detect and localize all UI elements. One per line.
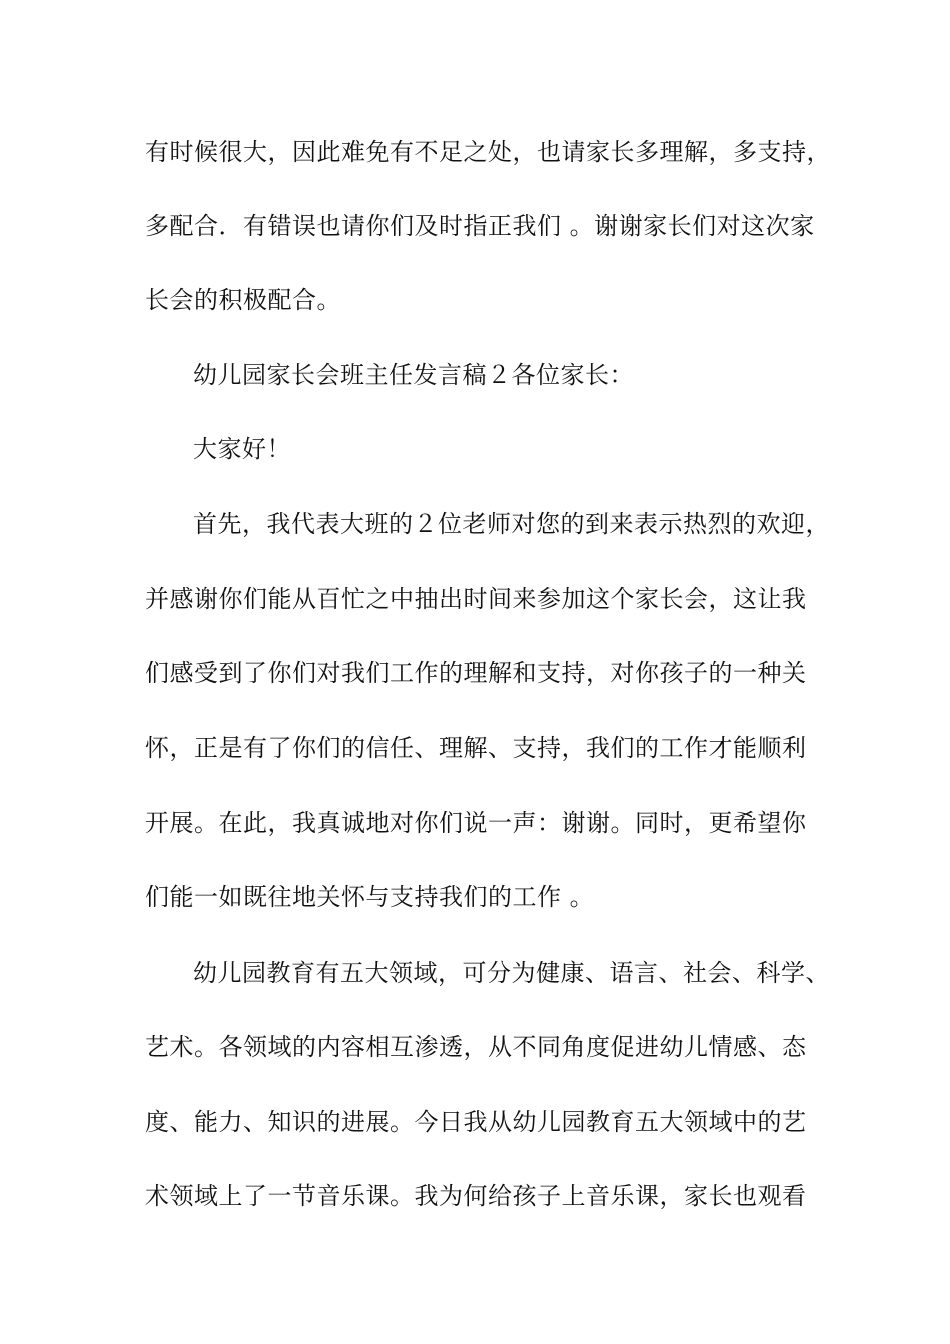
greeting-line: 大家好！ bbox=[193, 435, 291, 463]
text-line: 艺术。各领域的内容相互渗透，从不同角度促进幼儿情感、态 bbox=[145, 1033, 807, 1061]
text-line: 长会的积极配合。 bbox=[145, 286, 341, 314]
text-line: 首先，我代表大班的２位老师对您的到来表示热烈的欢迎， bbox=[193, 510, 830, 538]
text-line: 们能一如既往地关怀与支持我们的工作 。 bbox=[145, 883, 595, 911]
text-line: 术领域上了一节音乐课。我为何给孩子上音乐课，家长也观看 bbox=[145, 1182, 807, 1210]
text-line: 多配合．有错误也请你们及时指正我们 。谢谢家长们对这次家 bbox=[145, 212, 815, 240]
text-line: 度、能力、知识的进展。今日我从幼儿园教育五大领域中的艺 bbox=[145, 1108, 807, 1136]
text-line: 开展。在此，我真诚地对你们说一声：谢谢。同时，更希望你 bbox=[145, 809, 807, 837]
text-line: 幼儿园教育有五大领域，可分为健康、语言、社会、科学、 bbox=[193, 959, 830, 987]
paragraph-heading: 幼儿园家长会班主任发言稿２各位家长： bbox=[193, 361, 634, 389]
text-line: 们感受到了你们对我们工作的理解和支持，对你孩子的一种关 bbox=[145, 659, 807, 687]
text-line: 有时候很大，因此难免有不足之处，也请家长多理解，多支持， bbox=[145, 138, 831, 166]
text-line: 并感谢你们能从百忙之中抽出时间来参加这个家长会，这让我 bbox=[145, 585, 807, 613]
text-line: 怀，正是有了你们的信任、理解、支持，我们的工作才能顺利 bbox=[145, 734, 807, 762]
